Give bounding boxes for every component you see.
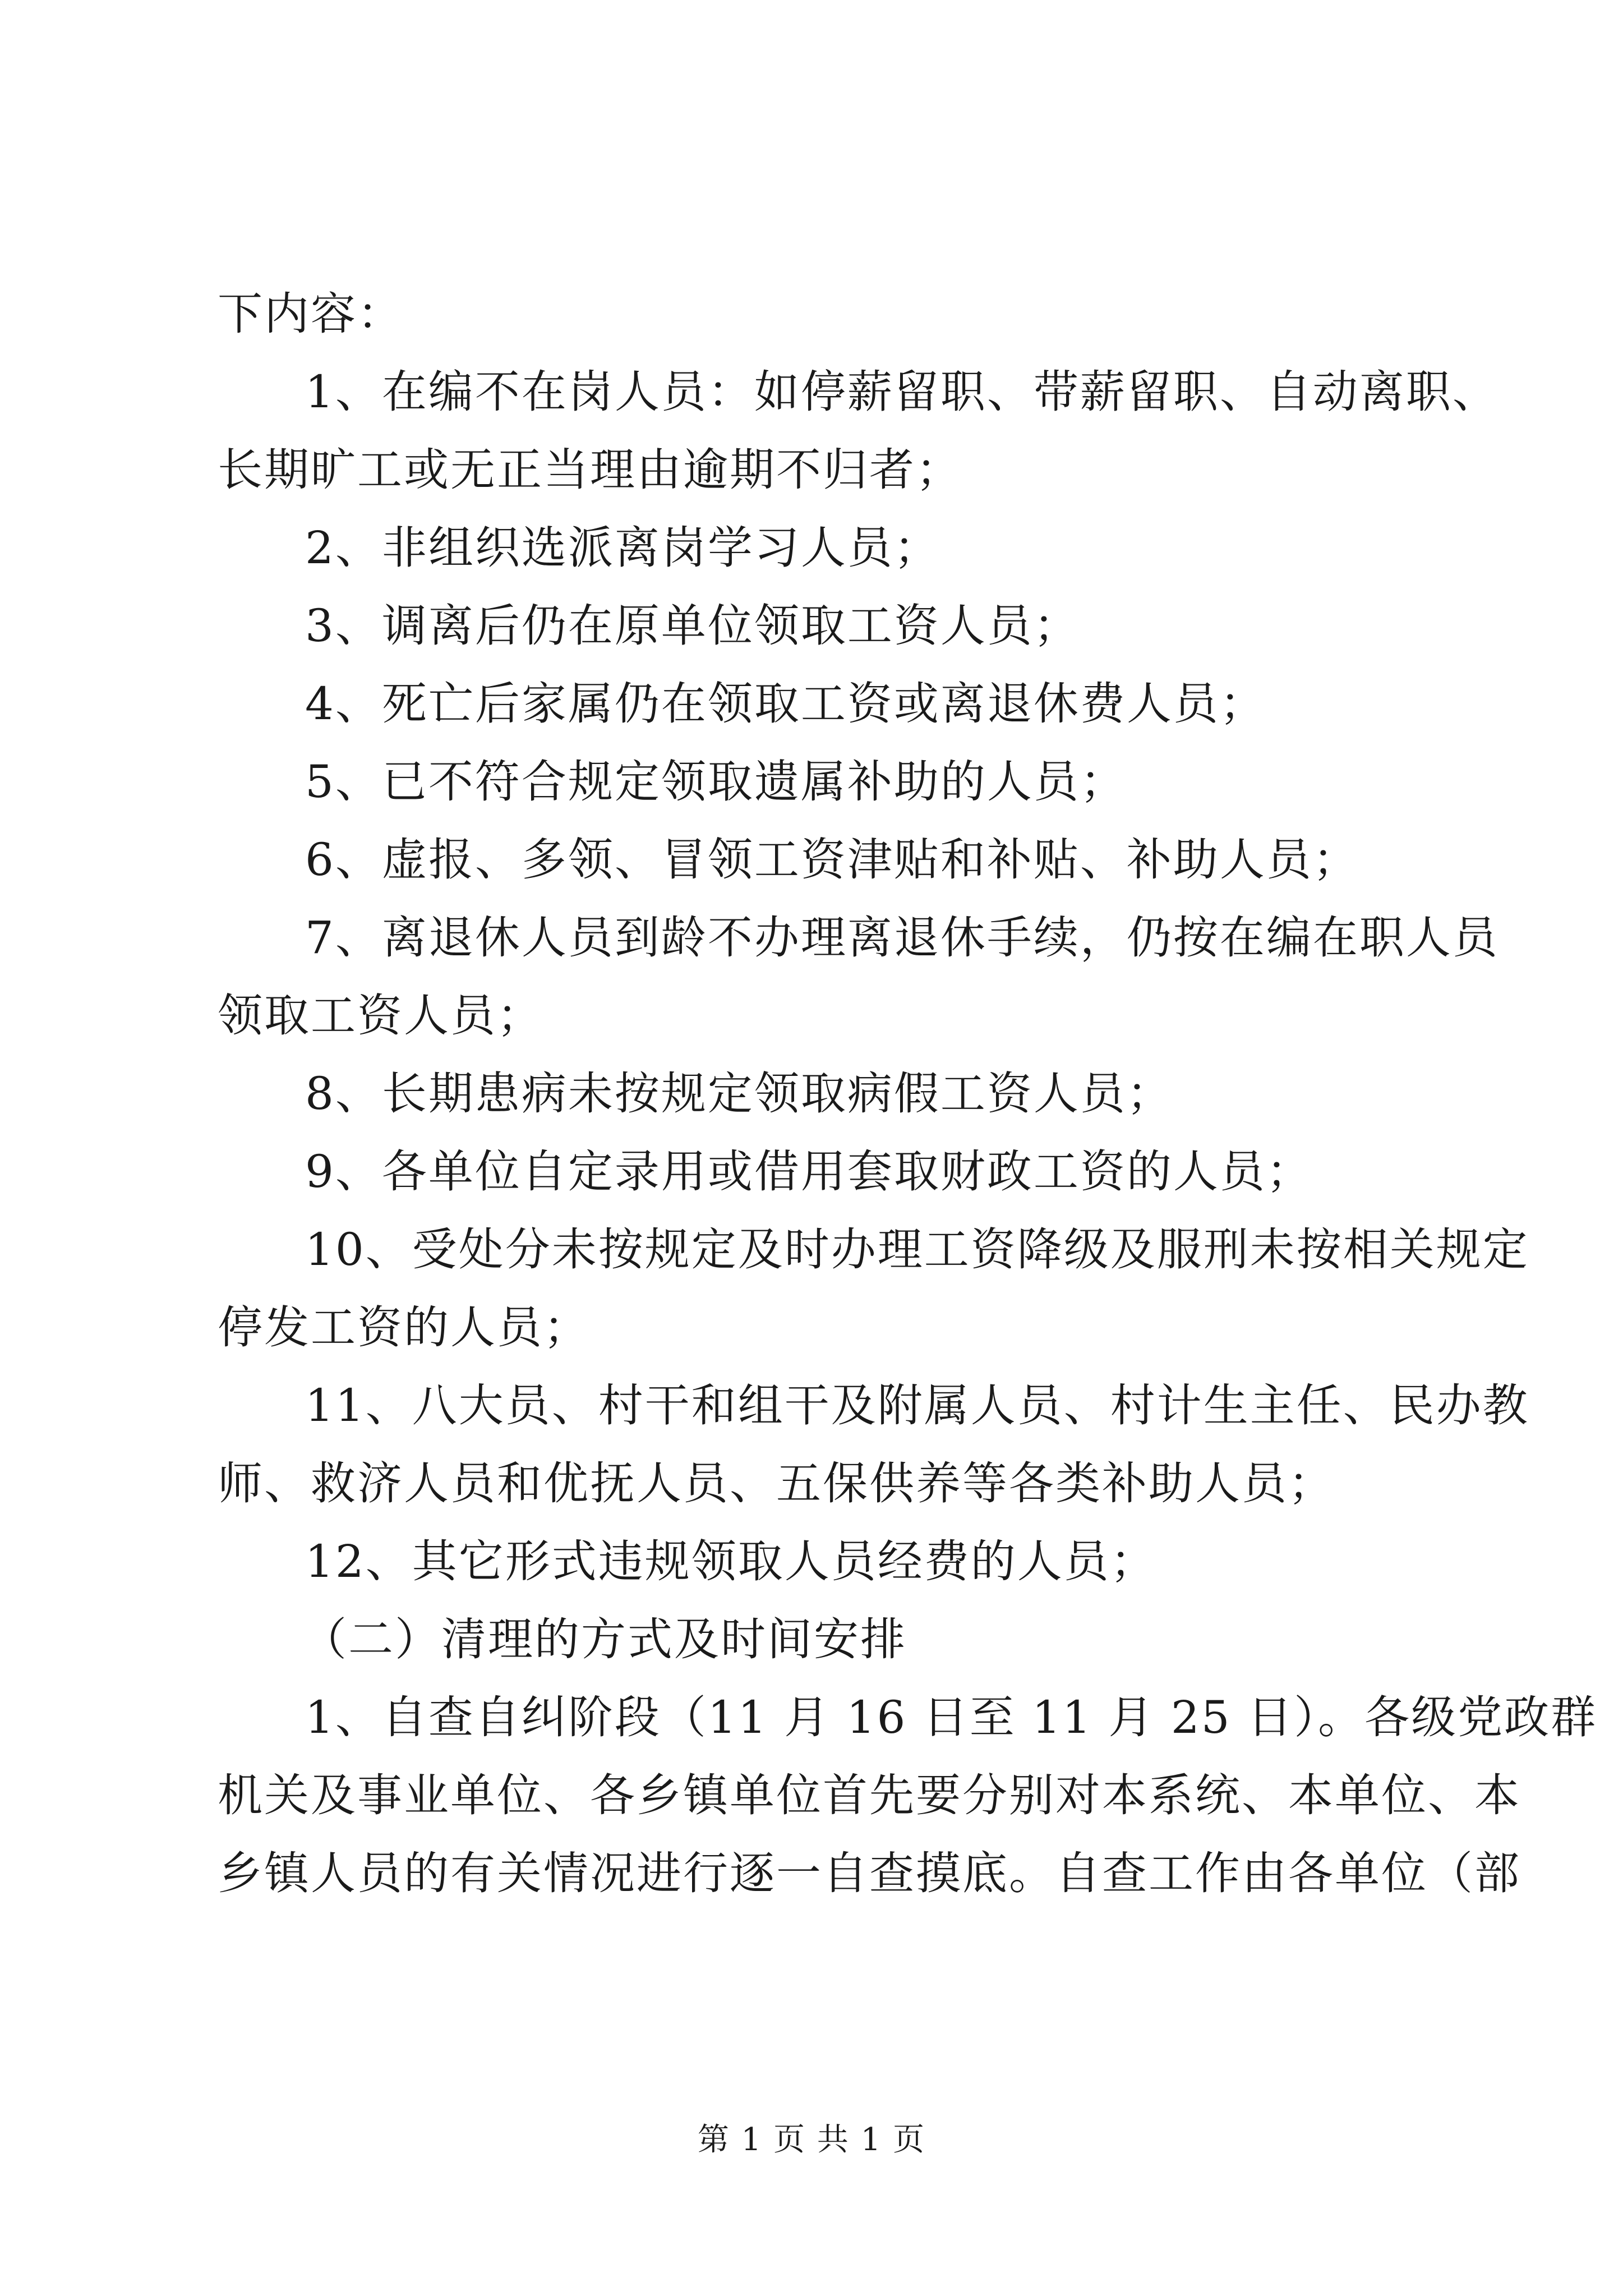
paragraph-line: 1、自查自纠阶段（11 月 16 日至 11 月 25 日）。各级党政群 [305,1691,1598,1743]
paragraph-line: 乡镇人员的有关情况进行逐一自查摸底。自查工作由各单位（部 [218,1847,1521,1899]
list-item-line: 6、虚报、多领、冒领工资津贴和补贴、补助人员； [305,834,1359,886]
list-item-line: 7、离退休人员到龄不办理离退休手续，仍按在编在职人员 [305,912,1499,964]
text-line: 领取工资人员； [218,990,543,1042]
list-item-line: 5、已不符合规定领取遗属补助的人员； [305,756,1127,808]
section-heading: （二）清理的方式及时间安排 [302,1613,907,1665]
list-item-line: 1、在编不在岗人员：如停薪留职、带薪留职、自动离职、 [305,366,1499,418]
text-line: 下内容： [218,288,404,340]
list-item-line: 8、长期患病未按规定领取病假工资人员； [305,1068,1173,1120]
document-body [218,275,1598,1912]
text-line: 师、救济人员和优抚人员、五保供养等各类补助人员； [218,1457,1335,1510]
list-item-line: 9、各单位自定录用或借用套取财政工资的人员； [305,1145,1313,1198]
list-item-line: 10、受处分未按规定及时办理工资降级及服刑未按相关规定 [305,1223,1529,1276]
text-line: 长期旷工或无正当理由逾期不归者； [218,444,962,496]
list-item-line: 3、调离后仍在原单位领取工资人员； [305,600,1080,652]
text-line: 停发工资的人员； [218,1301,590,1354]
list-item-line: 2、非组织选派离岗学习人员； [305,522,940,574]
list-item-line: 11、八大员、村干和组干及附属人员、村计生主任、民办教 [305,1379,1529,1432]
page-footer: 第 1 页 共 1 页 [697,2122,926,2158]
list-item-line: 12、其它形式违规领取人员经费的人员； [305,1535,1157,1588]
paragraph-line: 机关及事业单位、各乡镇单位首先要分别对本系统、本单位、本 [218,1769,1521,1821]
list-item-line: 4、死亡后家属仍在领取工资或离退休费人员； [305,678,1266,730]
